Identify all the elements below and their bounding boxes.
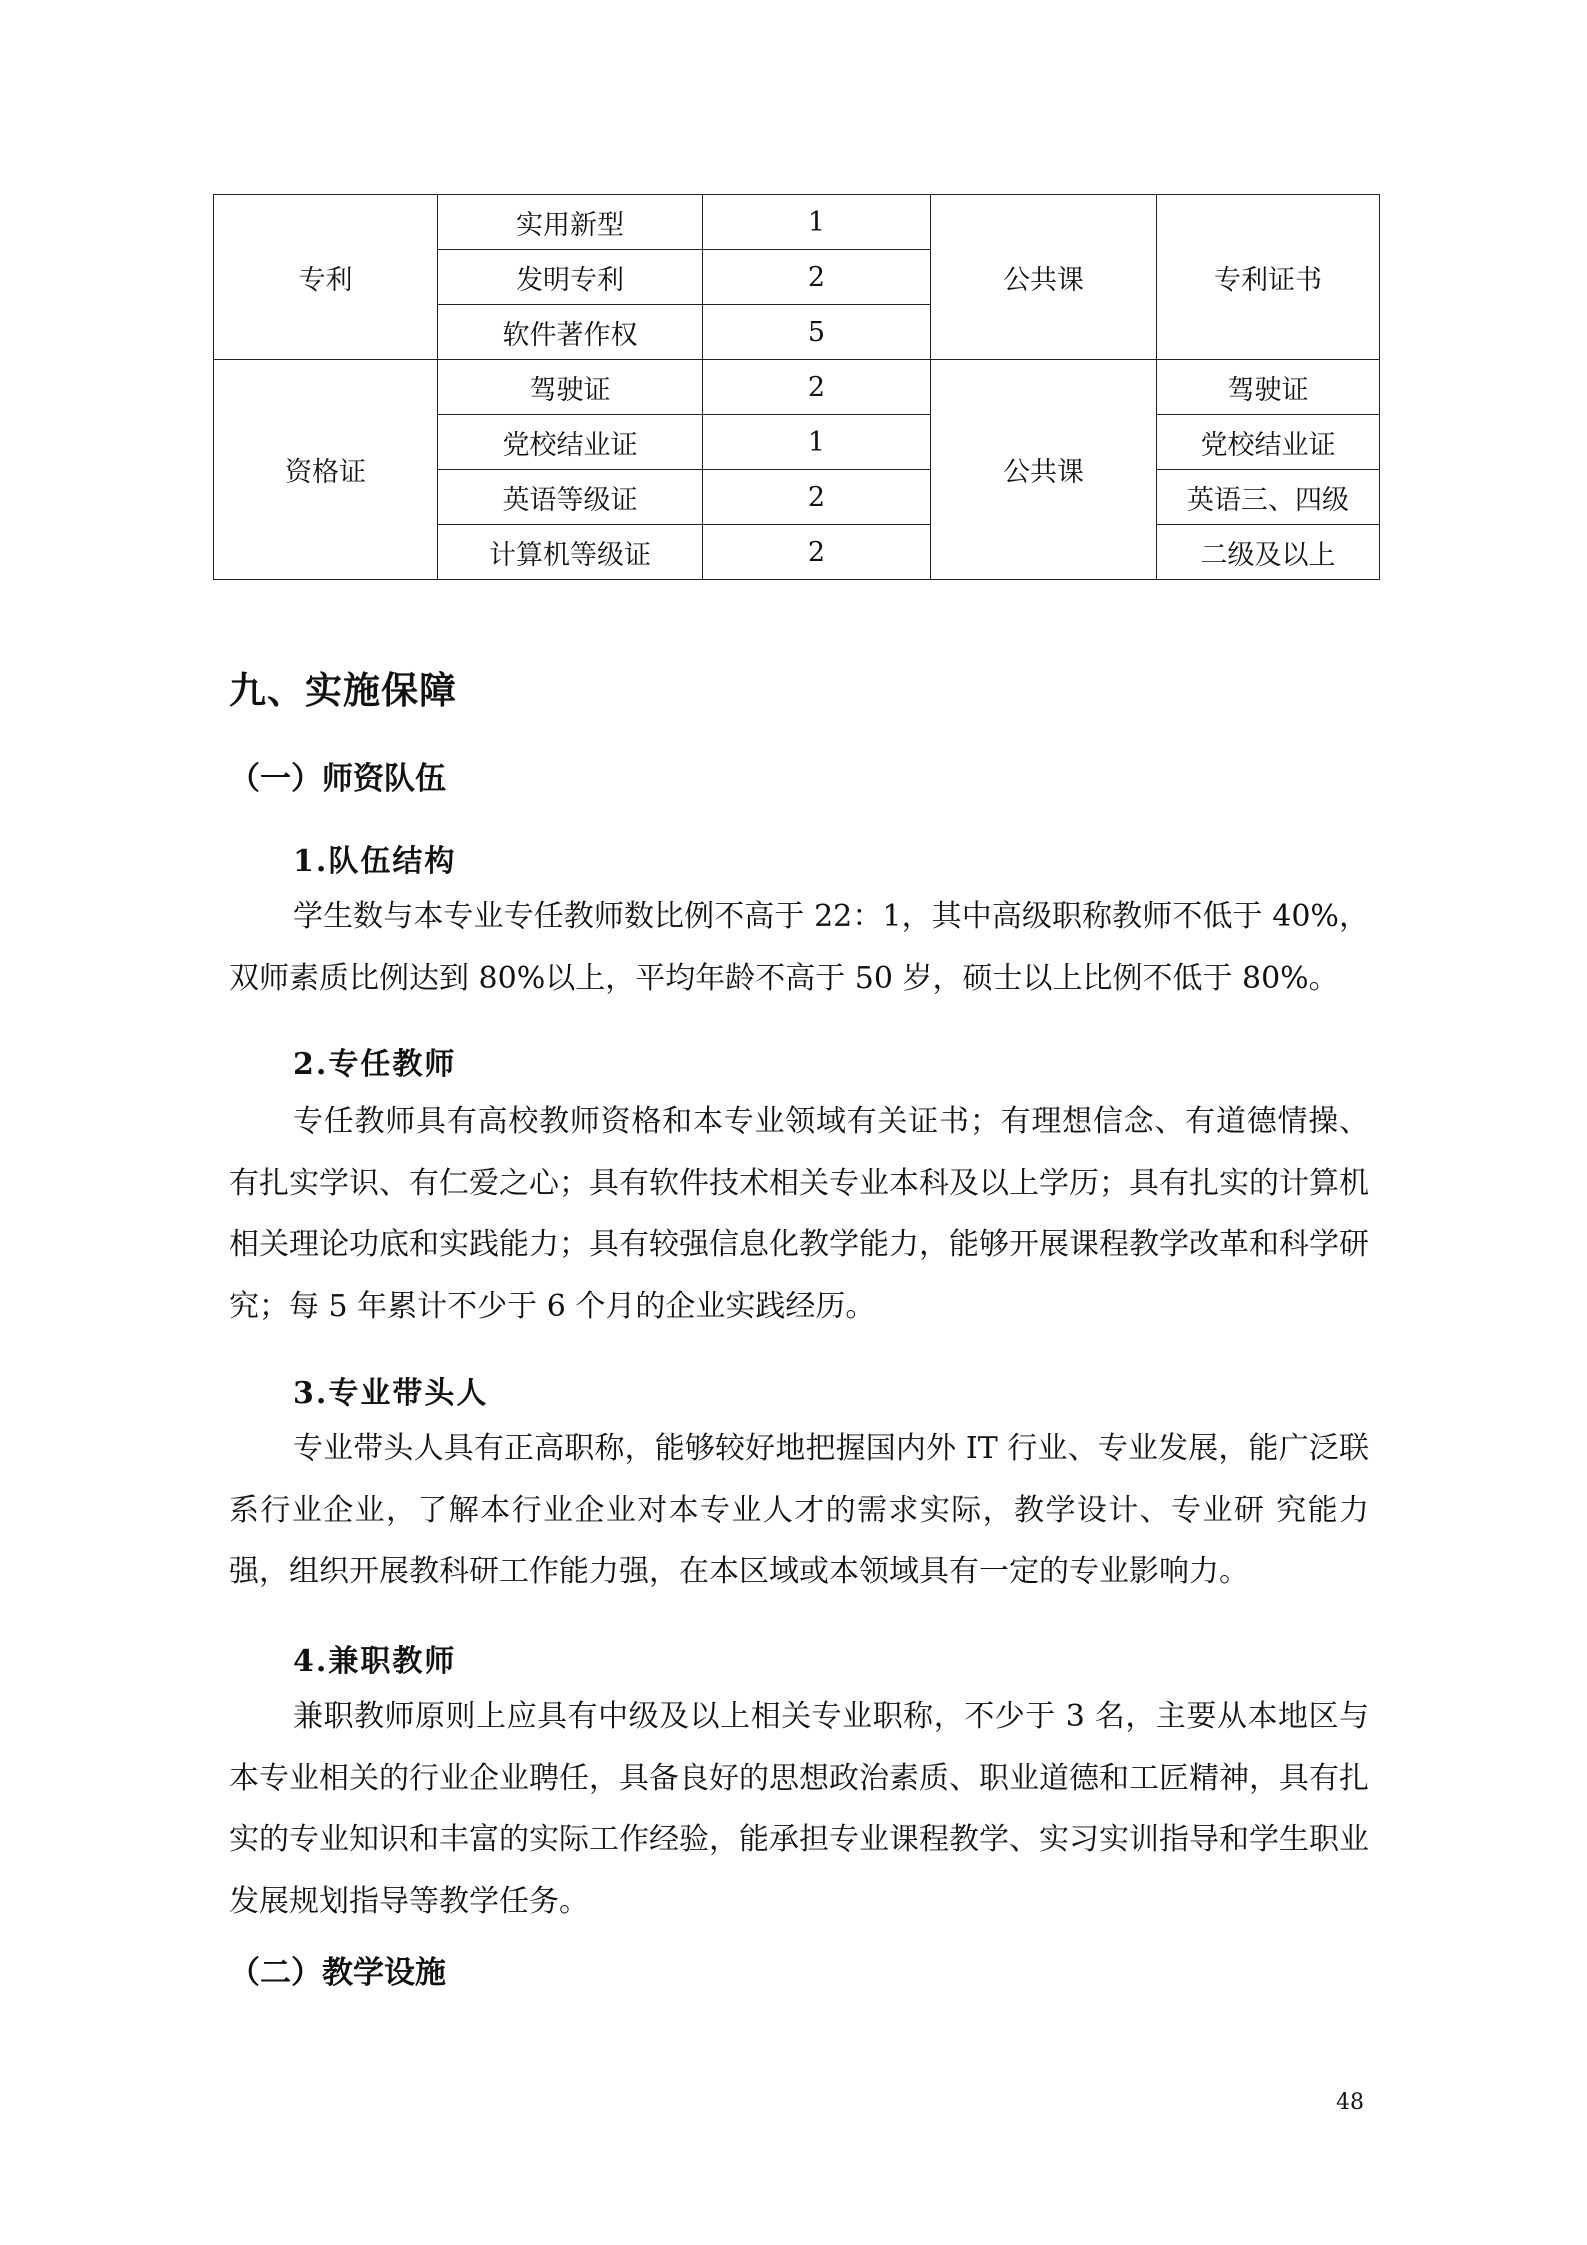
table-cell-score: 1	[703, 195, 931, 250]
heading-parttime-teachers: 4.兼职教师	[293, 1644, 457, 1679]
paragraph-program-leader: 专业带头人具有正高职称，能够较好地把握国内外 IT 行业、专业发展，能广泛联系行业企业，了解本行业企业对本专业人才的需求实际，教学设计、专业研 究能力强，组织开展教科研工作能力强，在本区域或本领域具有一定的专业影响力。	[229, 1431, 1369, 1589]
subsection-heading-faculty: （一）师资队伍	[229, 761, 446, 797]
table-cell-item: 实用新型	[438, 195, 703, 250]
section-heading: 九、实施保障	[229, 669, 457, 712]
table-cell-score: 2	[703, 525, 931, 580]
table-cell-item: 发明专利	[438, 250, 703, 305]
table-row	[214, 360, 1380, 415]
table-cell-category: 资格证	[214, 360, 438, 580]
table-cell-item: 党校结业证	[438, 415, 703, 470]
table-cell-score: 2	[703, 250, 931, 305]
table-cell-certificate: 二级及以上	[1157, 525, 1380, 580]
table-cell-score: 2	[703, 470, 931, 525]
table-cell-score: 2	[703, 360, 931, 415]
heading-team-structure: 1.队伍结构	[293, 844, 457, 879]
page-number: 48	[1336, 2090, 1364, 2115]
paragraph-parttime-teachers: 兼职教师原则上应具有中级及以上相关专业职称，不少于 3 名，主要从本地区与本专业相关的行业企业聘任，具备良好的思想政治素质、职业道德和工匠精神，具有扎实的专业知识和丰富的实际工作经验，能承担专业课程教学、实习实训指导和学生职业发展规划指导等教学任务。	[229, 1699, 1369, 1919]
table-cell-item: 计算机等级证	[438, 525, 703, 580]
table-cell-item: 驾驶证	[438, 360, 703, 415]
table-cell-item: 英语等级证	[438, 470, 703, 525]
table-cell-course-type: 公共课	[931, 195, 1157, 360]
heading-fulltime-teachers: 2.专任教师	[293, 1047, 457, 1082]
table-cell-certificate: 驾驶证	[1157, 360, 1380, 415]
table-cell-score: 1	[703, 415, 931, 470]
table-cell-certificate: 党校结业证	[1157, 415, 1380, 470]
paragraph-fulltime-teachers: 专任教师具有高校教师资格和本专业领域有关证书；有理想信念、有道德情操、有扎实学识、有仁爱之心；具有软件技术相关专业本科及以上学历；具有扎实的计算机相关理论功底和实践能力；具有较强信息化教学能力，能够开展课程教学改革和科学研究；每 5 年累计不少于 6 个月的企业实践经历。	[229, 1104, 1369, 1324]
table-cell-category: 专利	[214, 195, 438, 360]
heading-program-leader: 3.专业带头人	[293, 1376, 489, 1411]
certificate-credit-table	[213, 194, 1380, 580]
subsection-heading-facilities: （二）教学设施	[229, 1955, 446, 1991]
table-row	[214, 195, 1380, 250]
table-cell-certificate: 专利证书	[1157, 195, 1380, 360]
table-cell-certificate: 英语三、四级	[1157, 470, 1380, 525]
table-cell-item: 软件著作权	[438, 305, 703, 360]
table-cell-score: 5	[703, 305, 931, 360]
paragraph-team-structure: 学生数与本专业专任教师数比例不高于 22：1，其中高级职称教师不低于 40%，双师素质比例达到 80%以上，平均年龄不高于 50 岁，硕士以上比例不低于 80%。	[229, 899, 1369, 996]
table-cell-course-type: 公共课	[931, 360, 1157, 580]
